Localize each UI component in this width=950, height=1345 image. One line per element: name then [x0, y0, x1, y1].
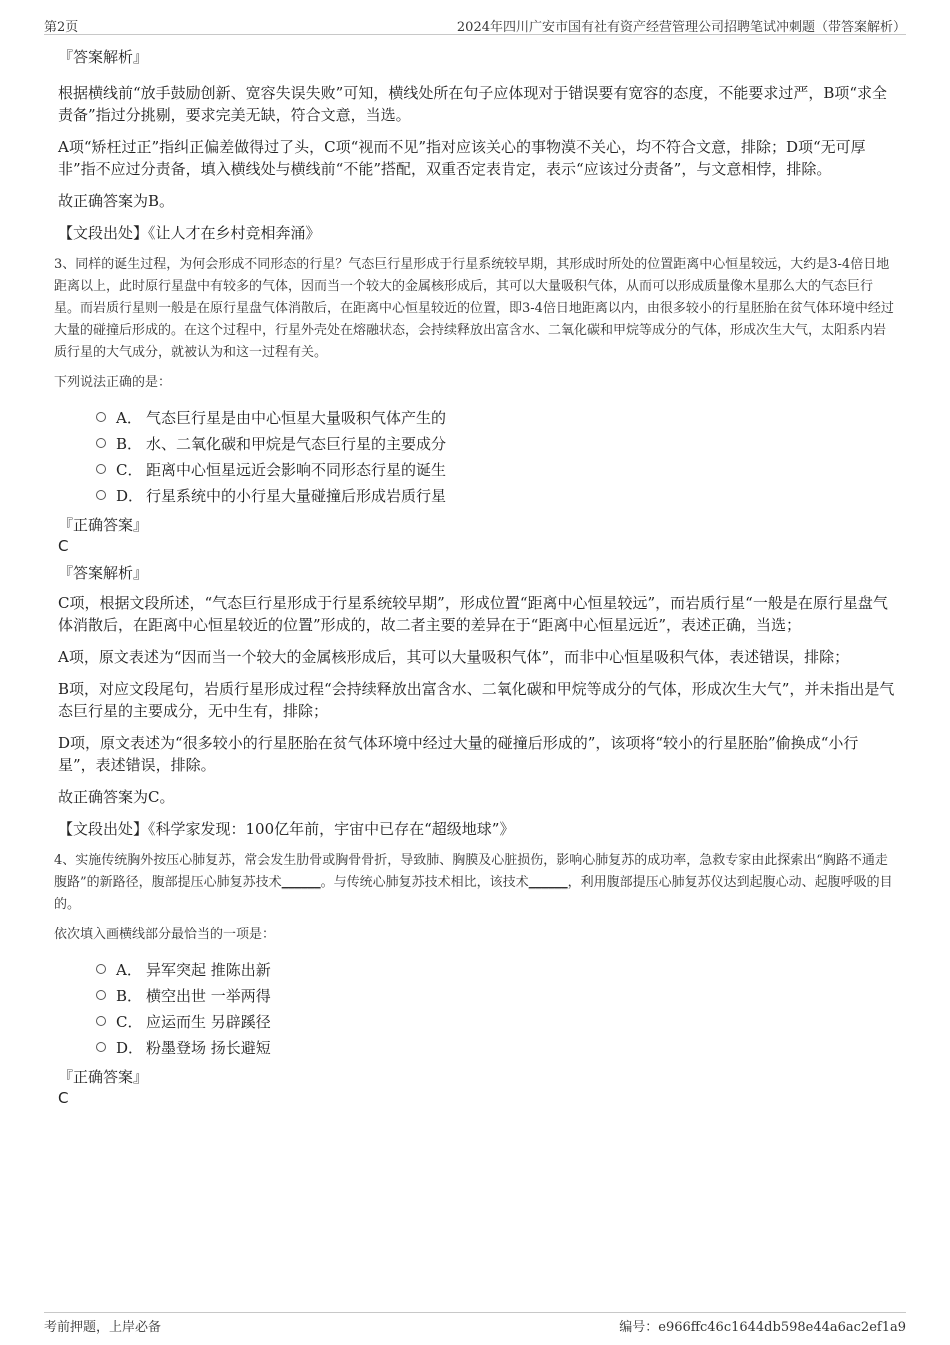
- option-letter: D．: [116, 1038, 144, 1057]
- radio-icon[interactable]: [96, 490, 106, 500]
- q3-analysis-b: B项，对应文段尾句，岩质行星形成过程“会持续释放出富含水、二氧化碳和甲烷等成分的气体，形成次生大气”，并未指出是气态巨行星的主要成分，无中生有，排除；: [58, 680, 895, 720]
- q3-answer: C: [58, 537, 69, 555]
- option-text: 距离中心恒星远近会影响不同形态行星的诞生: [146, 460, 447, 479]
- q4-option-c[interactable]: [96, 1008, 896, 1034]
- q4-passage-a: 4、实施传统胸外按压心肺复苏，常会发生肋骨或胸骨骨折，导致肺、胸膜及心脏损伤，影响心肺复苏的成功率，急救专家由此探索出“胸路不通走腹路”的新路径，腹部提压心肺复苏技术: [54, 853, 888, 890]
- radio-icon[interactable]: [96, 1016, 106, 1026]
- q4-prompt: 依次填入画横线部分最恰当的一项是：: [54, 927, 276, 942]
- q3-conclusion: 故正确答案为C。: [58, 788, 175, 806]
- q3-option-a[interactable]: [96, 404, 896, 430]
- option-letter: A．: [116, 408, 142, 427]
- option-text: 气态巨行星是由中心恒星大量吸积气体产生的: [146, 408, 447, 427]
- radio-icon[interactable]: [96, 412, 106, 422]
- q3-analysis-a: A项，原文表述为“因而当一个较大的金属核形成后，其可以大量吸积气体”，而非中心恒星吸积气体，表述错误，排除；: [58, 648, 850, 666]
- q3-analysis-c: C项，根据文段所述，“气态巨行星形成于行星系统较早期”，形成位置“距离中心恒星较远”，而岩质行星“一般是在原行星盘气体消散后，在距离中心恒星较近的位置”形成的，故二者主要的差异在于“距离中心恒星远近”，表述正确，当选；: [58, 594, 888, 634]
- option-text: 水、二氧化碳和甲烷是气态巨行星的主要成分: [146, 434, 447, 453]
- q3-analysis-label: 『答案解析』: [58, 564, 149, 582]
- q4-option-d[interactable]: [96, 1034, 896, 1060]
- radio-icon[interactable]: [96, 464, 106, 474]
- radio-icon[interactable]: [96, 964, 106, 974]
- option-text: 行星系统中的小行星大量碰撞后形成岩质行星: [146, 486, 447, 505]
- q4-passage: [54, 850, 896, 916]
- option-text: 横空出世 一举两得: [146, 986, 271, 1005]
- radio-icon[interactable]: [96, 1042, 106, 1052]
- q2-conclusion: 故正确答案为B。: [58, 192, 175, 210]
- q3-prompt: 下列说法正确的是：: [54, 375, 172, 390]
- footer-slogan: 考前押题，上岸必备: [44, 1320, 162, 1335]
- q4-answer-label: 『正确答案』: [58, 1068, 149, 1086]
- q4-passage-b: 。与传统心肺复苏技术相比，该技术: [320, 875, 529, 890]
- option-letter: D．: [116, 486, 144, 505]
- q2-analysis-label: 『答案解析』: [58, 48, 149, 66]
- radio-icon[interactable]: [96, 990, 106, 1000]
- q3-answer-label: 『正确答案』: [58, 516, 149, 534]
- option-letter: B．: [116, 986, 143, 1005]
- q3-source: 【文段出处】《科学家发现：100亿年前，宇宙中已存在“超级地球”》: [58, 820, 515, 838]
- option-text: 粉墨登场 扬长避短: [146, 1038, 271, 1057]
- q3-analysis-d: D项，原文表述为“很多较小的行星胚胎在贫气体环境中经过大量的碰撞后形成的”，该项将“较小的行星胚胎”偷换成“小行星”，表述错误，排除。: [58, 734, 859, 774]
- page-header: [44, 14, 906, 35]
- q4-blank-1: ______: [281, 875, 321, 890]
- q3-passage: 3、同样的诞生过程，为何会形成不同形态的行星？气态巨行星形成于行星系统较早期，其形成时所处的位置距离中心恒星较远，大约是3-4倍日地距离以上，此时原行星盘中有较多的气体，因而当一个较大的金属核形成后，其可以大量吸积气体，从而可以形成质量像木星那么大的气态巨行星。而岩质行星则一般是在原行星盘气体消散后，在距离中心恒星较近的位置，即3-4倍日地距离以内，由很多较小的行星胚胎在贫气体环境中经过大量的碰撞后形成的。在这个过程中，行星外壳处在熔融状态，会持续释放出富含水、二氧化碳和甲烷等成分的气体，形成次生大气，太阳系内岩质行星的大气成分，就被认为和这一过程有关。: [54, 257, 894, 360]
- page-footer: [44, 1312, 906, 1335]
- option-text: 异军突起 推陈出新: [146, 960, 271, 979]
- q2-source: 【文段出处】《让人才在乡村竞相奔涌》: [58, 224, 321, 242]
- option-letter: C．: [116, 1012, 143, 1031]
- q4-blank-2: ______: [528, 875, 568, 890]
- page-number: 第2页: [44, 20, 79, 35]
- footer-serial: 编号：e966ffc46c1644db598e44a6ac2ef1a9: [619, 1320, 906, 1335]
- option-letter: C．: [116, 460, 143, 479]
- q3-option-d[interactable]: [96, 482, 896, 508]
- q4-option-a[interactable]: [96, 956, 896, 982]
- q3-options: [96, 404, 896, 508]
- option-text: 应运而生 另辟蹊径: [146, 1012, 271, 1031]
- q3-option-b[interactable]: [96, 430, 896, 456]
- q3-option-c[interactable]: [96, 456, 896, 482]
- q2-analysis-p1: 根据横线前“放手鼓励创新、宽容失误失败”可知，横线处所在句子应体现对于错误要有宽容的态度，不能要求过严，B项“求全责备”指过分挑剔，要求完美无缺，符合文意，当选。: [58, 84, 888, 124]
- q4-answer: C: [58, 1089, 69, 1107]
- q2-analysis-p2: A项“矫枉过正”指纠正偏差做得过了头，C项“视而不见”指对应该关心的事物漠不关心，均不符合文意，排除；D项“无可厚非”指不应过分责备，填入横线处与横线前“不能”搭配，双重否定表肯定，表示“应该过分责备”，与文意相悖，排除。: [58, 138, 866, 178]
- q4-options: [96, 956, 896, 1060]
- document-title: 2024年四川广安市国有社有资产经营管理公司招聘笔试冲刺题（带答案解析）: [456, 20, 906, 35]
- option-letter: B．: [116, 434, 143, 453]
- q4-option-b[interactable]: [96, 982, 896, 1008]
- option-letter: A．: [116, 960, 142, 979]
- document-body: [54, 46, 896, 1114]
- q4-passage-c: ，利用腹部提压心肺复苏仪达到起腹心动、起腹呼吸的目的。: [54, 875, 893, 912]
- radio-icon[interactable]: [96, 438, 106, 448]
